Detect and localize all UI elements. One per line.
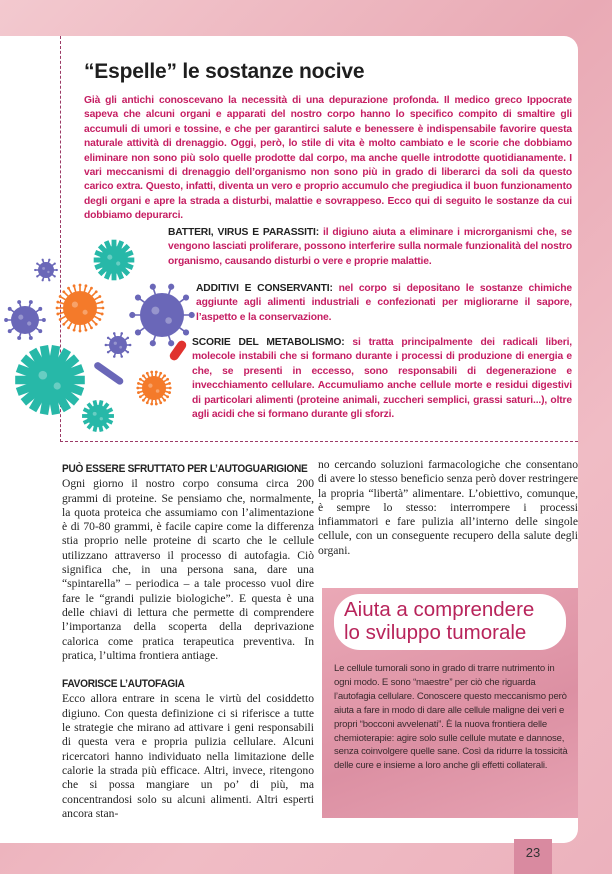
virus-icon xyxy=(136,371,171,406)
intro-paragraph: Già gli antichi conoscevano la necessità di una depurazione profonda. Il medico greco Ippocrate sapeva che alcuni organi e apparati del nostro corpo hanno lo specifico compito di smaltire gli accumuli di umori e tossine, e che per garantirci salute e benessere è indispensabile favorire questa naturale attività di drenaggio. Oggi, però, lo stile di vita è molto cambiato e le scorie che dobbiamo eliminare non sono più solo quelle prodotte dal corpo, ma anche quelle introdotte quotidianamente. I vari meccanismi di drenaggio dell’organismo non sono più in grado di liberarci da soli da questo carico extra. Questo, infatti, diventa un vero e proprio accumulo che pregiudica il buon funzionamento degli organi e apre la strada a disturbi, malattie e sovrappeso. Ecco qui di seguito le sostanze da cui dobbiamo depurarci. xyxy=(84,95,572,222)
sidebar-box xyxy=(322,588,578,818)
item-text: il digiuno aiuta a eliminare i microrganismi che, se vengono lasciati proliferare, possono interferire sulla normale funzionalità del nostro organismo, causando disturbi o vere e proprie malattie. xyxy=(168,227,572,267)
body-paragraph: Ecco allora entrare in scena le virtù del cosiddetto digiuno. Con questa definizione ci si riferisce a tutte le strategie che mirano ad attivare i geni responsabili di questa vera e propria pulizia cellulare. Alcuni ricercatori hanno individuato nella limitazione delle calorie la strada più efficace. Altri, invece, ritengono che si possa mangiare un po’ di più, ma concentrandosi solo su alcuni alimenti. Altri esperti ancora stan- xyxy=(62,692,314,820)
item-text: nel corpo si depositano le sostanze chimiche aggiunte agli alimenti industriali e confezionati per migliorarne il sapore, l’aspetto e la conservazione. xyxy=(196,283,572,323)
virus-icon xyxy=(34,259,58,282)
virus-icon xyxy=(56,284,105,333)
column-left xyxy=(62,462,314,821)
virus-icon xyxy=(82,400,114,431)
article-title: “Espelle” le sostanze nocive xyxy=(84,60,365,83)
list-item xyxy=(196,282,572,325)
item-label: SCORIE DEL METABOLISMO: xyxy=(192,337,345,348)
virus-icon xyxy=(129,284,195,347)
virus-icon xyxy=(94,240,135,281)
virus-illustration xyxy=(0,220,200,440)
box-title xyxy=(334,594,566,650)
list-item xyxy=(168,226,572,269)
item-text: si tratta principalmente dei radicali liberi, molecole instabili che si formano durante i processi di produzione di energia e che, se presenti in eccesso, sono responsabili di degenerazione e invecchiamento cellulare. Accumuliamo anche cellule morte e residui digestivi di particolari alimenti (proteine animali, zuccheri semplici, grassi saturi...), oltre agli acidi che si formano durante gli sforzi. xyxy=(192,337,573,421)
bacterium-icon xyxy=(93,361,125,386)
section-heading: PUÒ ESSERE SFRUTTATO PER L’AUTOGUARIGIONE xyxy=(62,463,308,475)
virus-icon xyxy=(4,300,46,340)
body-paragraph: Ogni giorno il nostro corpo consuma circa 200 grammi di proteine. Se pensiamo che, normalmente, la quota proteica che assumiamo con l’alimentazione è di 70-80 grammi, è facile capire come la differenza stia proprio nelle proteine di scarto che le cellule utilizzano attraverso il processo di autofagia. Ciò significa che, in una persona sana, dare una “spintarella” – periodica – a tale processo vuol dire fare le “grandi pulizie biologiche”. E questa è una delle chiavi di lettura che permette di comprendere l’importanza della scoperta della deprivazione calorica come pratica terapeutica preventiva. In pratica, l’ultima frontiera antiage. xyxy=(62,477,314,662)
virus-icon xyxy=(15,346,85,415)
body-paragraph: no cercando soluzioni farmacologiche che consentano di avere lo stesso beneficio senza però dover restringere la propria “libertà” alimentare. L’obiettivo, comunque, è sempre lo stesso: interrompere i processi infiammatori e fare pulizia all’interno delle singole cellule, con un conseguente recupero della salute degli organi. xyxy=(318,458,578,557)
page-number: 23 xyxy=(514,839,552,874)
column-right xyxy=(318,458,578,558)
virus-icon xyxy=(105,332,132,358)
item-label: ADDITIVI E CONSERVANTI: xyxy=(196,283,333,294)
box-title-line: Aiuta a comprendere xyxy=(344,598,535,621)
box-title-line: lo sviluppo tumorale xyxy=(344,621,527,644)
item-label: BATTERI, VIRUS E PARASSITI: xyxy=(168,227,319,238)
box-text: Le cellule tumorali sono in grado di trarre nutrimento in ogni modo. E sono “maestre” per ciò che riguarda l’autofagia cellulare. Conoscere questo meccanismo però aiuta a fare in modo di dare alle cellule maligne dei veri e propri “bocconi avvelenati”. È la nuova frontiera delle chemioterapie: agire solo sulle cellule mutate e dannose, senza coinvolgere quelle sane. Così da ridurre la tossicità delle cure e insieme a loro anche gli effetti collaterali. xyxy=(334,663,568,772)
list-item xyxy=(192,336,572,422)
section-heading: FAVORISCE L’AUTOFAGIA xyxy=(62,678,185,691)
